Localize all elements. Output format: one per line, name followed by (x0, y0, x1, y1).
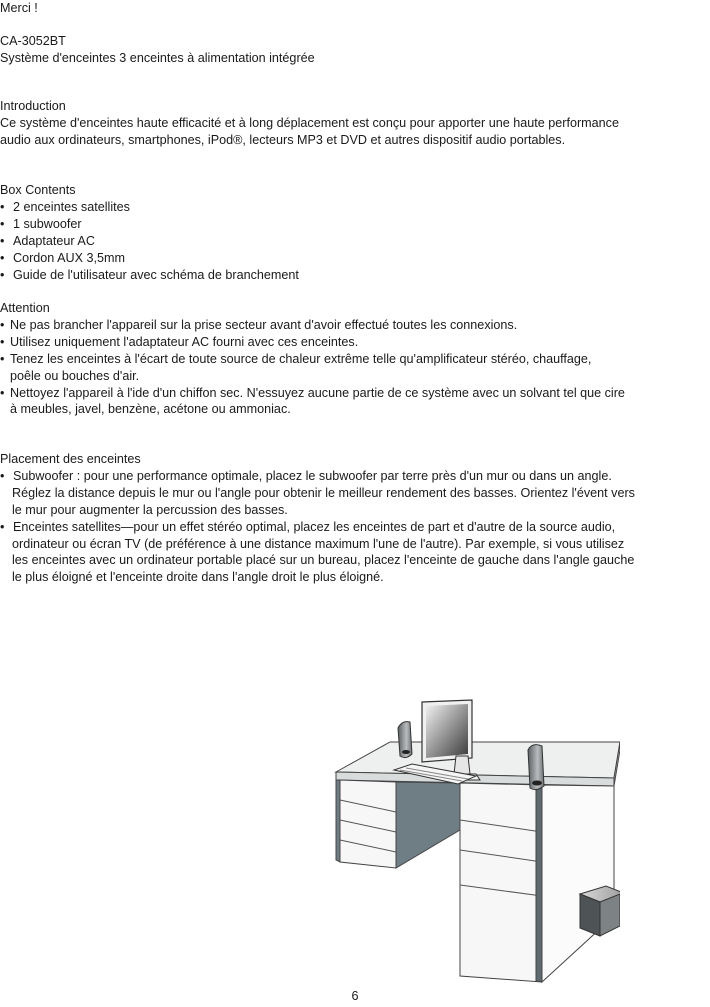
attention-heading: Attention (0, 301, 50, 315)
list-item: • Enceintes satellites—pour un effet stéréo optimal, placez les enceintes de part et d'autre de la source audio, (0, 519, 616, 534)
introduction-line: audio aux ordinateurs, smartphones, iPod®, lecteurs MP3 et DVD et autres dispositif audio portables. (0, 132, 566, 147)
list-item-continuation: poêle ou bouches d'air. (10, 368, 140, 383)
attention-section (0, 300, 710, 418)
box-contents-section (0, 182, 710, 283)
list-item: • 1 subwoofer (0, 216, 82, 231)
list-item: • Subwoofer : pour une performance optimale, placez le subwoofer par terre près d'un mur ou dans un angle. (0, 468, 612, 483)
list-item-continuation: le mur pour augmenter la percussion des basses. (12, 502, 288, 517)
introduction-line: Ce système d'enceintes haute efficacité et à long déplacement est conçu pour apporter une haute performance (0, 115, 619, 130)
product-description: Système d'enceintes 3 enceintes à alimentation intégrée (0, 50, 315, 65)
list-item-continuation: ordinateur ou écran TV (de préférence à une distance maximum l'une de l'autre). Par exemple, si vous utilisez (12, 536, 625, 551)
list-item-continuation: le plus éloigné et l'enceinte droite dans l'angle droit le plus éloigné. (12, 570, 384, 585)
list-item: • Adaptateur AC (0, 233, 95, 248)
header (0, 0, 710, 17)
list-item: • 2 enceintes satellites (0, 199, 130, 214)
list-item-continuation: les enceintes avec un ordinateur portable placé sur un bureau, placez l'enceinte de gauche dans l'angle gauche (12, 553, 635, 568)
placement-section (0, 451, 710, 586)
list-item: • Utilisez uniquement l'adaptateur AC fourni avec ces enceintes. (0, 334, 359, 349)
desk-speaker-placement-illustration (330, 690, 620, 990)
placement-heading: Placement des enceintes (0, 452, 141, 466)
introduction-section (0, 98, 710, 149)
left-satellite-speaker (398, 722, 412, 758)
list-item: • Cordon AUX 3,5mm (0, 250, 125, 265)
product-info (0, 33, 710, 67)
introduction-heading: Introduction (0, 99, 66, 113)
model-number: CA-3052BT (0, 34, 66, 48)
right-satellite-speaker (528, 745, 544, 790)
greeting-heading: Merci ! (0, 1, 38, 15)
list-item: • Nettoyez l'appareil à l'ide d'un chiffon sec. N'essuyez aucune partie de ce système avec un solvant tel que cire (0, 385, 625, 400)
list-item: • Guide de l'utilisateur avec schéma de branchement (0, 267, 299, 282)
list-item: • Ne pas brancher l'appareil sur la prise secteur avant d'avoir effectué toutes les connexions. (0, 317, 518, 332)
page-number: 6 (351, 989, 359, 1003)
subwoofer (580, 886, 620, 936)
box-contents-heading: Box Contents (0, 183, 76, 197)
list-item-continuation: à meubles, javel, benzène, acétone ou ammoniac. (10, 402, 291, 417)
list-item: • Tenez les enceintes à l'écart de toute source de chaleur extrême telle qu'amplificateur stéréo, chauffage, (0, 351, 592, 366)
list-item-continuation: Réglez la distance depuis le mur ou l'angle pour obtenir le meilleur rendement des basses. Orientez l'évent vers (12, 485, 635, 500)
